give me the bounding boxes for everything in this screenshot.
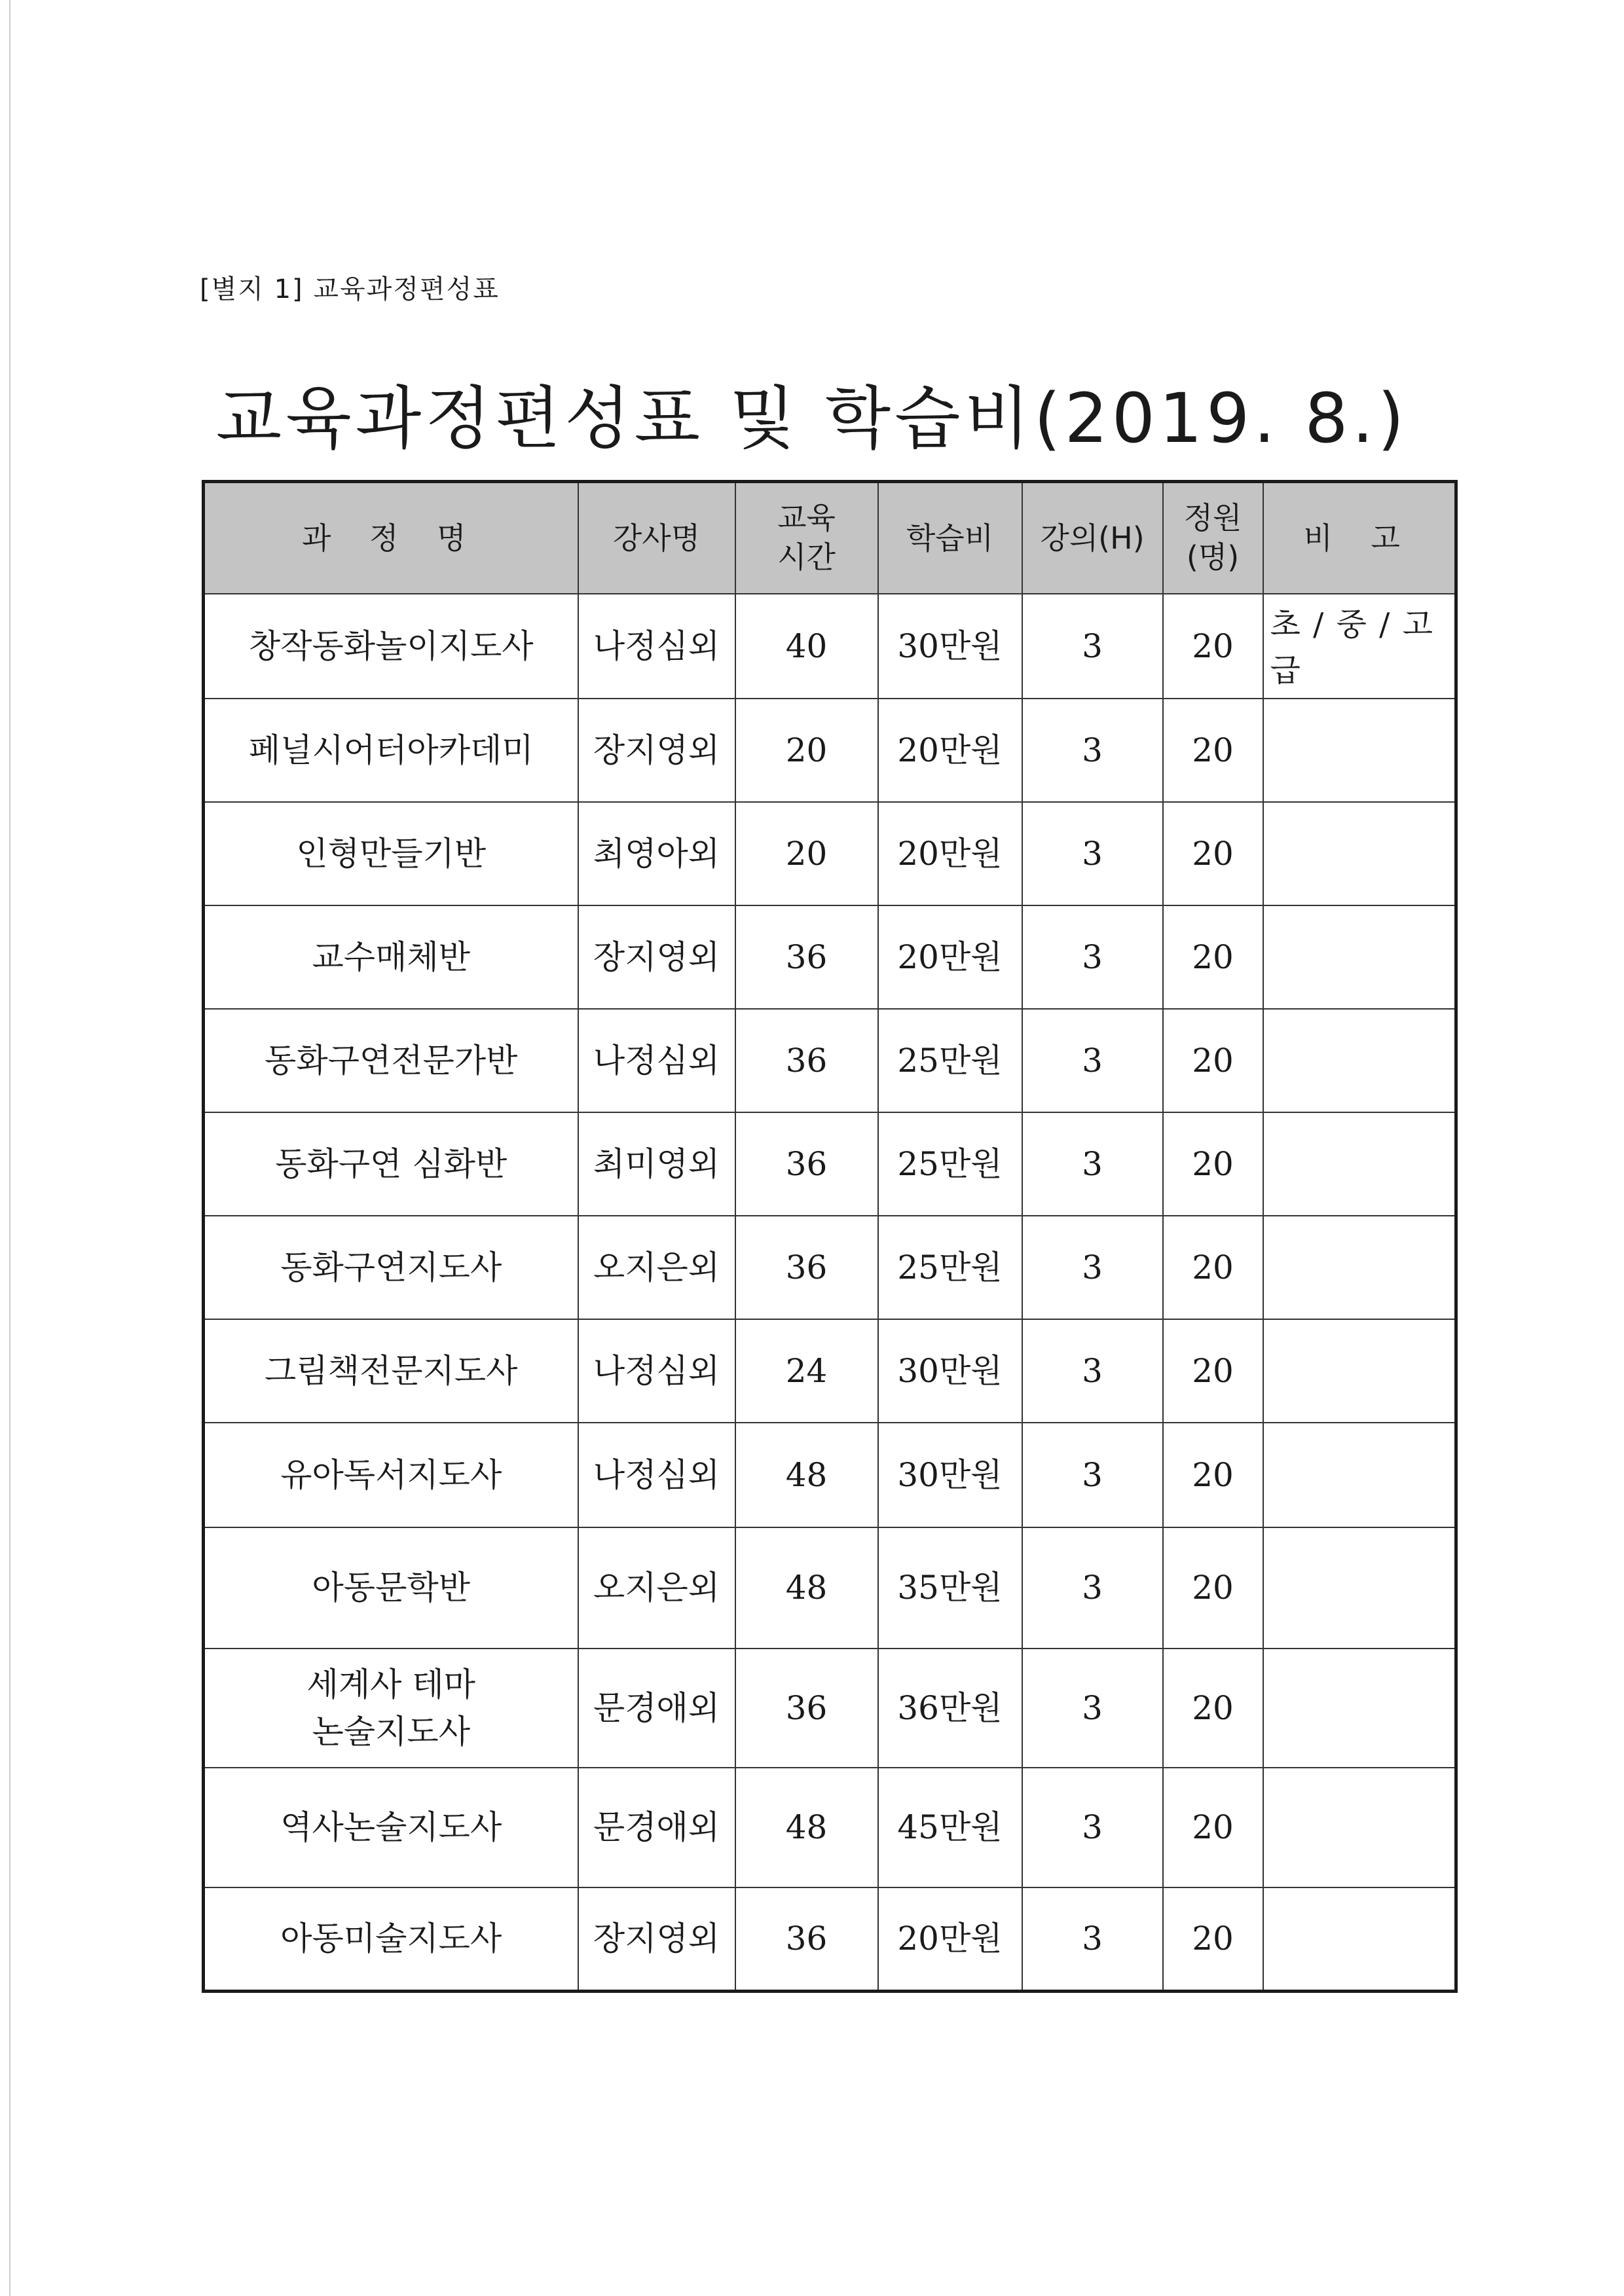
table-row <box>204 1112 1456 1216</box>
cell-course-line1: 세계사 테마 <box>306 1665 475 1704</box>
cell-lecture: 3 <box>1022 1216 1163 1319</box>
table-row <box>204 905 1456 1009</box>
cell-course: 그림책전문지도사 <box>204 1319 578 1423</box>
cell-course: 교수매체반 <box>204 905 578 1009</box>
cell-lecture: 3 <box>1022 1527 1163 1649</box>
column-header-instructor: 강사명 <box>578 482 735 594</box>
cell-fee: 25만원 <box>878 1216 1022 1319</box>
cell-course: 아동미술지도사 <box>204 1887 578 1991</box>
cell-note <box>1263 1768 1456 1887</box>
table-row <box>204 1768 1456 1887</box>
cell-capacity: 20 <box>1163 1216 1263 1319</box>
cell-fee: 20만원 <box>878 905 1022 1009</box>
column-header-course: 과 정 명 <box>204 482 578 594</box>
cell-capacity: 20 <box>1163 1887 1263 1991</box>
cell-hours: 48 <box>735 1423 878 1527</box>
column-header-capacity-line2: (명) <box>1186 539 1240 575</box>
cell-capacity: 20 <box>1163 594 1263 699</box>
column-header-hours-line1: 교육 <box>777 500 836 536</box>
cell-fee: 30만원 <box>878 594 1022 699</box>
cell-capacity: 20 <box>1163 1649 1263 1768</box>
cell-course: 동화구연전문가반 <box>204 1009 578 1112</box>
cell-instructor: 나정심외 <box>578 594 735 699</box>
cell-hours: 40 <box>735 594 878 699</box>
cell-hours: 36 <box>735 1112 878 1216</box>
column-header-hours <box>735 482 878 594</box>
cell-lecture: 3 <box>1022 1319 1163 1423</box>
table-row <box>204 1527 1456 1649</box>
page-edge-line <box>9 0 10 2296</box>
cell-note <box>1263 1319 1456 1423</box>
cell-capacity: 20 <box>1163 905 1263 1009</box>
cell-lecture: 3 <box>1022 1112 1163 1216</box>
cell-lecture: 3 <box>1022 905 1163 1009</box>
cell-instructor: 장지영외 <box>578 905 735 1009</box>
cell-course: 유아독서지도사 <box>204 1423 578 1527</box>
table-row <box>204 1423 1456 1527</box>
cell-hours: 48 <box>735 1768 878 1887</box>
cell-course: 페널시어터아카데미 <box>204 699 578 802</box>
column-header-hours-line2: 시간 <box>777 539 836 575</box>
cell-note <box>1263 1423 1456 1527</box>
cell-hours: 36 <box>735 1649 878 1768</box>
cell-fee: 30만원 <box>878 1423 1022 1527</box>
column-header-capacity <box>1163 482 1263 594</box>
table-row <box>204 699 1456 802</box>
cell-fee: 35만원 <box>878 1527 1022 1649</box>
cell-course: 창작동화놀이지도사 <box>204 594 578 699</box>
annex-label: [별지 1] 교육과정편성표 <box>200 274 500 304</box>
cell-lecture: 3 <box>1022 1768 1163 1887</box>
cell-lecture: 3 <box>1022 594 1163 699</box>
table-body <box>204 594 1456 1991</box>
table-row <box>204 1216 1456 1319</box>
cell-capacity: 20 <box>1163 1009 1263 1112</box>
cell-fee: 20만원 <box>878 1887 1022 1991</box>
cell-lecture: 3 <box>1022 699 1163 802</box>
cell-lecture: 3 <box>1022 1649 1163 1768</box>
cell-lecture: 3 <box>1022 802 1163 905</box>
cell-instructor: 장지영외 <box>578 699 735 802</box>
cell-course: 아동문학반 <box>204 1527 578 1649</box>
cell-note <box>1263 905 1456 1009</box>
cell-course-line2: 논술지도사 <box>312 1713 470 1751</box>
cell-hours: 48 <box>735 1527 878 1649</box>
cell-fee: 30만원 <box>878 1319 1022 1423</box>
cell-hours: 24 <box>735 1319 878 1423</box>
cell-capacity: 20 <box>1163 802 1263 905</box>
header-row <box>204 482 1456 594</box>
cell-note <box>1263 1887 1456 1991</box>
cell-course: 역사논술지도사 <box>204 1768 578 1887</box>
cell-hours: 36 <box>735 905 878 1009</box>
cell-note <box>1263 802 1456 905</box>
cell-instructor: 나정심외 <box>578 1423 735 1527</box>
cell-course: 동화구연지도사 <box>204 1216 578 1319</box>
cell-course: 동화구연 심화반 <box>204 1112 578 1216</box>
cell-fee: 25만원 <box>878 1112 1022 1216</box>
column-header-note: 비 고 <box>1263 482 1456 594</box>
cell-hours: 20 <box>735 699 878 802</box>
cell-instructor: 장지영외 <box>578 1887 735 1991</box>
cell-note <box>1263 699 1456 802</box>
cell-note <box>1263 1112 1456 1216</box>
cell-note <box>1263 1216 1456 1319</box>
cell-instructor: 문경애외 <box>578 1649 735 1768</box>
cell-note <box>1263 1009 1456 1112</box>
cell-fee: 20만원 <box>878 699 1022 802</box>
cell-hours: 36 <box>735 1887 878 1991</box>
cell-capacity: 20 <box>1163 1112 1263 1216</box>
table-row <box>204 1887 1456 1991</box>
cell-note <box>1263 1649 1456 1768</box>
cell-instructor: 오지은외 <box>578 1216 735 1319</box>
cell-capacity: 20 <box>1163 1527 1263 1649</box>
document-title: 교육과정편성표 및 학습비(2019. 8.) <box>215 378 1409 458</box>
cell-instructor: 오지은외 <box>578 1527 735 1649</box>
cell-note <box>1263 1527 1456 1649</box>
cell-course <box>204 1649 578 1768</box>
cell-instructor: 최미영외 <box>578 1112 735 1216</box>
table-row <box>204 1649 1456 1768</box>
column-header-lecture: 강의(H) <box>1022 482 1163 594</box>
cell-fee: 20만원 <box>878 802 1022 905</box>
cell-lecture: 3 <box>1022 1887 1163 1991</box>
cell-instructor: 나정심외 <box>578 1319 735 1423</box>
table-header <box>204 482 1456 594</box>
cell-fee: 45만원 <box>878 1768 1022 1887</box>
column-header-capacity-line1: 정원 <box>1183 500 1242 536</box>
table-row <box>204 1009 1456 1112</box>
cell-capacity: 20 <box>1163 699 1263 802</box>
cell-note: 초 / 중 / 고급 <box>1263 594 1456 699</box>
cell-course: 인형만들기반 <box>204 802 578 905</box>
cell-hours: 20 <box>735 802 878 905</box>
curriculum-table <box>202 480 1458 1993</box>
table-row <box>204 802 1456 905</box>
cell-lecture: 3 <box>1022 1423 1163 1527</box>
table-row <box>204 594 1456 699</box>
cell-fee: 36만원 <box>878 1649 1022 1768</box>
cell-capacity: 20 <box>1163 1423 1263 1527</box>
cell-instructor: 최영아외 <box>578 802 735 905</box>
cell-instructor: 문경애외 <box>578 1768 735 1887</box>
cell-capacity: 20 <box>1163 1319 1263 1423</box>
cell-lecture: 3 <box>1022 1009 1163 1112</box>
cell-hours: 36 <box>735 1009 878 1112</box>
cell-capacity: 20 <box>1163 1768 1263 1887</box>
table-row <box>204 1319 1456 1423</box>
cell-hours: 36 <box>735 1216 878 1319</box>
cell-fee: 25만원 <box>878 1009 1022 1112</box>
column-header-fee: 학습비 <box>878 482 1022 594</box>
cell-instructor: 나정심외 <box>578 1009 735 1112</box>
